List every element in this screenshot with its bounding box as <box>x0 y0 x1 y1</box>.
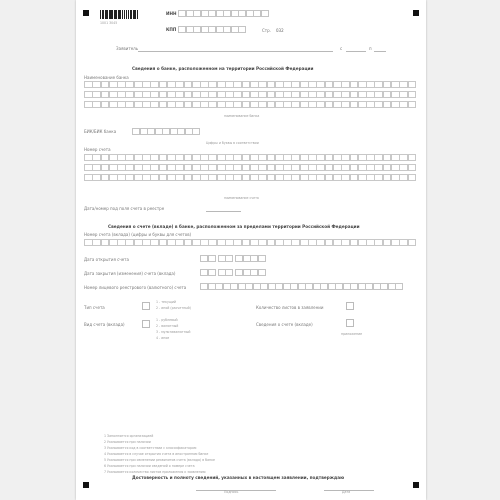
footnote-1: 1 Заполняется организацией <box>104 434 154 438</box>
bank-name-row-3[interactable] <box>84 101 416 108</box>
sheets-count-box[interactable] <box>346 302 354 310</box>
corner-marker-top-right <box>413 10 419 16</box>
account-row-2[interactable] <box>84 164 416 171</box>
bik-cells[interactable] <box>132 128 200 135</box>
open-date-cells[interactable] <box>200 255 265 262</box>
form-page <box>76 0 426 500</box>
footnote-7: 7 Указывается количество листов приложения к заявлению <box>104 470 206 474</box>
account-info-label: Сведения о счете (вкладе) <box>256 322 313 327</box>
section2-account-row[interactable] <box>84 239 416 246</box>
account-caption: наименование счета <box>224 196 259 200</box>
account-label: Номер счета <box>84 147 111 152</box>
kpp-cells[interactable] <box>178 26 246 33</box>
applicant-label: Заявитель <box>116 46 139 51</box>
corner-marker-bottom-left <box>83 482 89 488</box>
section1-title: Сведения о банке, расположенном на территории Российской Федерации <box>132 66 314 71</box>
inn-label: ИНН <box>166 11 177 16</box>
section1-date-label: Дата/номер под поля счета в реестре <box>84 206 165 211</box>
currency-account-label: Номер лицевого реестрового (валютного) счета <box>84 285 187 290</box>
bik-label: БИК/БИК банка <box>84 129 117 134</box>
date-to-line[interactable] <box>374 51 386 52</box>
sheets-count-label: Количество листов в заявлении <box>256 305 324 310</box>
footnote-5: 5 Указывается при изменении реквизитов счета (вклада) в банке <box>104 458 215 462</box>
bank-name-caption: наименование банка <box>224 114 260 118</box>
section2-account-label: Номер счета (вклада) (цифры и буквы для счетов) <box>84 232 192 237</box>
account-type-box[interactable] <box>142 302 150 310</box>
account-info-box[interactable] <box>346 319 354 327</box>
bank-name-label: Наименование банка <box>84 75 129 80</box>
footnote-4: 4 Указывается в случае открытия счета в иностранном банке <box>104 452 209 456</box>
currency-option-3: 3 - мультивалютный <box>156 330 191 334</box>
bank-name-row-1[interactable] <box>84 81 416 88</box>
account-type-option-2: 2 - иной (расчетный) <box>156 306 191 310</box>
section2-title: Сведения о счете (вкладе) в банке, расположенном за пределами территории Российской Федерации <box>108 224 360 229</box>
corner-marker-bottom-right <box>413 482 419 488</box>
currency-account-cells[interactable] <box>200 283 403 290</box>
account-row-3[interactable] <box>84 174 416 181</box>
kpp-label: КПП <box>166 27 177 32</box>
footnote-2: 2 Указывается при наличии <box>104 440 151 444</box>
footer-date-label: Дата <box>342 490 351 494</box>
open-date-label: Дата открытия счета <box>84 257 129 262</box>
account-row-1[interactable] <box>84 154 416 161</box>
page-label: Стр. <box>262 28 271 33</box>
bik-caption: Цифры и буквы в соответствии <box>206 141 259 145</box>
corner-marker-top-left <box>83 10 89 16</box>
currency-option-1: 1 - рублевый <box>156 318 178 322</box>
currency-option-2: 2 - валютный <box>156 324 179 328</box>
footer-confirmation: Достоверность и полноту сведений, указанных в настоящем заявлении, подтверждаю <box>132 475 345 480</box>
date-sep-label: п <box>369 46 372 51</box>
currency-type-label: Вид счета (вклада) <box>84 322 125 327</box>
footnote-6: 6 Указывается при наличии сведений о номере счета <box>104 464 195 468</box>
section1-date-line[interactable] <box>206 211 241 212</box>
currency-type-box[interactable] <box>142 320 150 328</box>
date-from-label: с <box>340 46 343 51</box>
appendix-caption: приложение <box>341 332 363 336</box>
form-code: 1001 3045 <box>100 21 118 25</box>
change-date-label: Дата закрытия (изменения) счета (вклада) <box>84 271 176 276</box>
bank-name-row-2[interactable] <box>84 91 416 98</box>
account-type-label: Тип счета <box>84 305 105 310</box>
page-number: 032 <box>276 28 284 33</box>
inn-cells[interactable] <box>178 10 268 17</box>
footnote-3: 3 Указывается код в соответствии с классификатором <box>104 446 197 450</box>
date-from-line[interactable] <box>346 51 366 52</box>
change-date-cells[interactable] <box>200 269 265 276</box>
barcode <box>100 10 144 19</box>
footer-signature-label: Подпись <box>224 490 239 494</box>
applicant-line[interactable] <box>138 51 333 52</box>
account-type-option-1: 1 - текущий <box>156 300 176 304</box>
currency-option-4: 4 - иное <box>156 336 170 340</box>
